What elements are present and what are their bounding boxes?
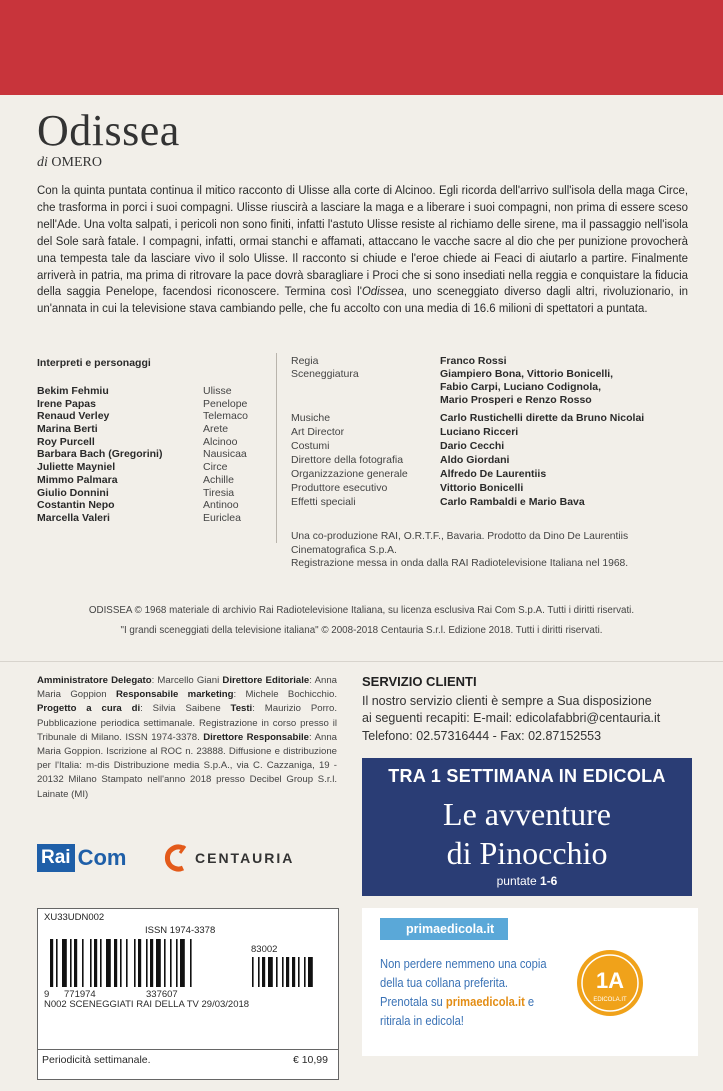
cast-role: Ulisse <box>203 385 232 397</box>
coproduction-line: Registrazione messa in onda dalla RAI Radiotelevisione Italiana nel 1968. <box>291 558 629 570</box>
credit-value: : Silvia Saibene <box>140 703 231 715</box>
synopsis-italic-title: Odissea <box>361 284 404 299</box>
credit-value: : Maurizio Porro. Pubblicazione periodica settimanale. Registrazione in corso presso il Tribunale di Milano. ISSN 1974-3378. <box>37 703 338 743</box>
barcode-digit-group: 337607 <box>146 989 178 1000</box>
credit-label: Direttore Responsabile <box>203 731 309 743</box>
barcode-bar <box>120 939 122 987</box>
barcode-bar <box>138 939 141 987</box>
cast-role: Alcinoo <box>203 435 238 448</box>
crew-label: Costumi <box>291 440 330 452</box>
centauria-logo-text: CENTAURIA <box>195 850 295 866</box>
barcode-bar <box>100 939 102 987</box>
publisher-credits <box>37 674 337 802</box>
cast-role: Penelope <box>203 397 248 410</box>
cast-row <box>37 474 248 487</box>
copyright-line: "I grandi sceneggiati della televisione italiana" © 2008-2018 Centauria S.r.l. Edizione 2018. Tutti i diritti riservati. <box>120 625 603 636</box>
cast-actor: Bekim Fehmiu <box>37 385 109 397</box>
periodicity-text: Periodicità settimanale. <box>42 1054 151 1066</box>
centauria-logo <box>163 842 294 874</box>
primaedicola-line <box>380 992 586 1011</box>
crew-label: Regia <box>291 355 319 367</box>
credit-label: Testi <box>230 703 253 715</box>
com-logo-text: Com <box>77 845 127 870</box>
barcode-bar <box>146 939 148 987</box>
barcode-addon-bar <box>262 957 265 987</box>
primaedicola-line: Non perdere nemmeno una copia <box>380 956 547 971</box>
cast-role: Telemaco <box>203 410 248 423</box>
cast-role: Tiresia <box>203 486 235 499</box>
copyright-line: ODISSEA © 1968 materiale di archivio Rai Radiotelevisione Italiana, su licenza esclusiva Rai Com S.p.A. Tutti i diritti riservati. <box>88 605 635 616</box>
barcode-digit-group: 771974 <box>64 989 96 1000</box>
credit-value: : Marcello Giani <box>151 675 223 686</box>
author-line <box>37 155 102 171</box>
crew-value: Franco Rossi <box>440 355 507 367</box>
promo-title-line2: di Pinocchio <box>446 835 608 871</box>
servizio-clienti-heading: SERVIZIO CLIENTI <box>362 674 477 689</box>
barcode-addon-bar <box>268 957 273 987</box>
cast-actor: Marcella Valeri <box>37 511 110 524</box>
primaedicola-panel <box>362 908 698 1056</box>
cast-row <box>37 512 248 525</box>
cast-row <box>37 499 248 512</box>
credit-label: Direttore Editoriale <box>222 675 310 686</box>
rai-logo-box: Rai <box>37 844 75 872</box>
barcode-addon-bar <box>258 957 260 987</box>
badge-small-text: EDICOLA.IT <box>593 997 627 1003</box>
barcode-addon-bar <box>286 957 289 987</box>
cast-role: Euriclea <box>203 511 241 524</box>
crew-value: Dario Cecchi <box>440 440 505 452</box>
cast-row <box>37 410 248 423</box>
crew-value: Vittorio Bonicelli <box>440 482 524 494</box>
crew-value: Alfredo De Laurentiis <box>440 468 547 480</box>
barcode-bar <box>94 939 97 987</box>
promo-episodes-value: 1-6 <box>540 874 558 888</box>
barcode-addon-bar <box>252 957 254 987</box>
author-prefix: di <box>37 155 48 170</box>
crew-label: Art Director <box>291 426 345 438</box>
cast-actor: Roy Purcell <box>37 435 95 448</box>
cast-row <box>37 423 248 436</box>
cast-actor: Costantin Nepo <box>37 499 115 512</box>
barcode-bar <box>180 939 185 987</box>
cast-row <box>37 487 248 500</box>
barcode-bars <box>38 909 338 989</box>
barcode-addon-number: 83002 <box>251 944 278 955</box>
cast-actor: Barbara Bach (Gregorini) <box>37 448 163 461</box>
cast-row <box>37 461 248 474</box>
author-name: OMERO <box>51 155 102 170</box>
servizio-clienti-text <box>362 693 712 745</box>
cast-row <box>37 448 248 461</box>
crew-label: Effetti speciali <box>291 496 356 508</box>
crew-label: Produttore esecutivo <box>291 482 388 494</box>
crew-label: Direttore della fotografia <box>291 454 404 466</box>
primaedicola-line: della tua collana preferita. <box>380 975 509 990</box>
cast-list <box>37 385 248 525</box>
cast-heading: Interpreti e personaggi <box>37 357 151 369</box>
barcode-code: XU33UDN002 <box>44 912 105 923</box>
cast-role: Nausicaa <box>203 448 247 461</box>
barcode-bar <box>70 939 72 987</box>
cast-row <box>37 398 248 411</box>
barcode-addon-bar <box>276 957 278 987</box>
credit-label: Responsabile marketing <box>115 689 234 701</box>
column-divider <box>276 353 277 543</box>
barcode-bar <box>62 939 67 987</box>
promo-episodes-label: puntate <box>496 874 537 888</box>
centauria-c-icon <box>163 842 189 874</box>
barcode-digit-group: 9 <box>44 989 50 1000</box>
crew-label: Sceneggiatura <box>291 368 359 380</box>
cast-actor: Mimmo Palmara <box>37 473 118 486</box>
cast-actor: Renaud Verley <box>37 410 110 423</box>
barcode-bar <box>50 939 53 987</box>
primaedicola-line-part: Prenotala su <box>380 994 446 1009</box>
synopsis-text-1: Con la quinta puntata continua il mitico racconto di Ulisse alla corte di Alcinoo. Egli ricorda dell'arrivo sull'isola della maga Circe, che trasforma in porci i suoi compagni. Ulisse riuscirà a lasciare la maga e a liberare i suoi compagni, non prima di essere sceso nell'Ade. Una volta salpati, i pericoli non sono finiti, infatti l'astuto Ulisse resiste al richiamo delle sirene, ma il passaggio nell'isola del Sole sarà fatale. I compagni, infatti, ormai stanchi e affamati, attaccano le vacche sacre al dio che per punizione provocherà una tempesta tale da lasciare vivo il solo Ulisse. Il racconto si chiude e l'eroe chiede ai Feaci di aiutarlo a partire. Finalmente arriverà in patria, ma prima di ritrovare la pace dovrà sbaragliare i Proci che si sono insediati nella reggia e conquistare la fiducia della saggia Penelope, facendosi riconoscere. Termina così l' <box>37 183 688 299</box>
barcode-bar <box>114 939 117 987</box>
crew-value: Mario Prosperi e Renzo Rosso <box>440 394 592 406</box>
barcode-divider <box>38 1049 338 1050</box>
cast-role: Antinoo <box>203 499 239 512</box>
top-color-band <box>0 0 723 95</box>
barcode-panel <box>37 908 339 1080</box>
primaedicola-tag[interactable]: primaedicola.it <box>380 918 508 940</box>
cast-role: Arete <box>203 423 229 436</box>
crew-value: Giampiero Bona, Vittorio Bonicelli, <box>440 368 614 380</box>
promo-title-line1: Le avventure <box>443 796 611 832</box>
synopsis-text-2: , uno sceneggiato diverso dagli altri, rivoluzionario, in un'annata in cui la televisione stava cambiando pelle, che fu accolto con una media di 16.6 milioni di spettatori a puntata. <box>37 284 688 316</box>
primaedicola-text <box>380 954 586 1030</box>
barcode-bar <box>134 939 136 987</box>
cast-actor: Juliette Mayniel <box>37 461 116 474</box>
barcode-bar <box>170 939 172 987</box>
next-issue-promo <box>362 758 692 896</box>
page-title: Odissea <box>37 106 180 155</box>
raicom-logo <box>37 840 126 876</box>
crew-value: Carlo Rambaldi e Mario Bava <box>440 496 585 508</box>
crew-value: Aldo Giordani <box>440 454 510 466</box>
crew-value: Carlo Rustichelli dirette da Bruno Nicolai <box>440 412 645 424</box>
barcode-bar <box>190 939 192 987</box>
barcode-bar <box>106 939 111 987</box>
cast-role: Circe <box>203 461 228 474</box>
barcode-bar <box>126 939 128 987</box>
price-text: € 10,99 <box>292 1054 328 1066</box>
coproduction-note <box>291 530 711 571</box>
primaedicola-badge-icon <box>575 948 645 1018</box>
barcode-addon-bar <box>282 957 284 987</box>
barcode-bar <box>150 939 153 987</box>
barcode-bar <box>156 939 161 987</box>
cast-actor: Marina Berti <box>37 423 98 436</box>
barcode-bar <box>56 939 58 987</box>
barcode-issue-line: N002 SCENEGGIATI RAI DELLA TV 29/03/2018 <box>44 999 250 1010</box>
cast-row <box>37 385 248 398</box>
servizio-line: Il nostro servizio clienti è sempre a Sua disposizione <box>362 694 652 708</box>
barcode-bar <box>82 939 84 987</box>
cast-role: Achille <box>203 473 234 486</box>
credit-label: Progetto a cura di <box>37 703 141 715</box>
barcode-addon-bar <box>298 957 300 987</box>
barcode-bar <box>176 939 178 987</box>
coproduction-line: Cinematografica S.p.A. <box>291 544 397 556</box>
crew-label: Musiche <box>291 412 331 424</box>
barcode-bar <box>74 939 77 987</box>
section-divider <box>0 661 723 662</box>
cast-actor: Irene Papas <box>37 397 96 410</box>
credit-value: : Anna Maria Goppion. Iscrizione al ROC n. 23888. Diffusione e distribuzione per l'Italia: m-dis Distribuzione media S.p.A., via C. Cazzaniga, 19 - 20132 Milano Stampato nell'anno 2018 presso Decibel Group S.r.l. Lainate (MI) <box>37 731 337 800</box>
primaedicola-line: ritirala in edicola! <box>380 1013 464 1028</box>
coproduction-line: Una co-produzione RAI, O.R.T.F., Bavaria. Prodotto da Dino De Laurentiis <box>291 531 629 542</box>
primaedicola-link[interactable]: primaedicola.it <box>445 994 525 1009</box>
badge-big-text: 1A <box>595 968 625 993</box>
cast-row <box>37 436 248 449</box>
barcode-bar <box>164 939 166 987</box>
crew-label: Organizzazione generale <box>291 468 408 480</box>
servizio-phone-line: Telefono: 02.57316444 - Fax: 02.87152553 <box>362 728 602 743</box>
barcode-addon-bar <box>308 957 313 987</box>
servizio-email-line[interactable]: ai seguenti recapiti: E-mail: edicolafabbri@centauria.it <box>362 711 661 726</box>
credit-value: : Anna Maria Goppion <box>37 675 337 701</box>
cast-actor: Giulio Donnini <box>37 486 109 499</box>
barcode-bar <box>90 939 92 987</box>
barcode-addon-bar <box>304 957 306 987</box>
barcode-addon-bar <box>292 957 295 987</box>
promo-heading: TRA 1 SETTIMANA IN EDICOLA <box>388 766 666 786</box>
crew-value: Luciano Ricceri <box>440 426 519 438</box>
credit-label: Amministratore Delegato <box>37 675 152 686</box>
barcode-issn: ISSN 1974-3378 <box>145 925 216 936</box>
primaedicola-line-part: e <box>524 994 535 1009</box>
credit-value: : Michele Bochicchio. <box>233 689 337 701</box>
synopsis-paragraph <box>37 182 688 317</box>
crew-value: Fabio Carpi, Luciano Codignola, <box>440 381 602 393</box>
promo-episodes <box>362 874 692 888</box>
